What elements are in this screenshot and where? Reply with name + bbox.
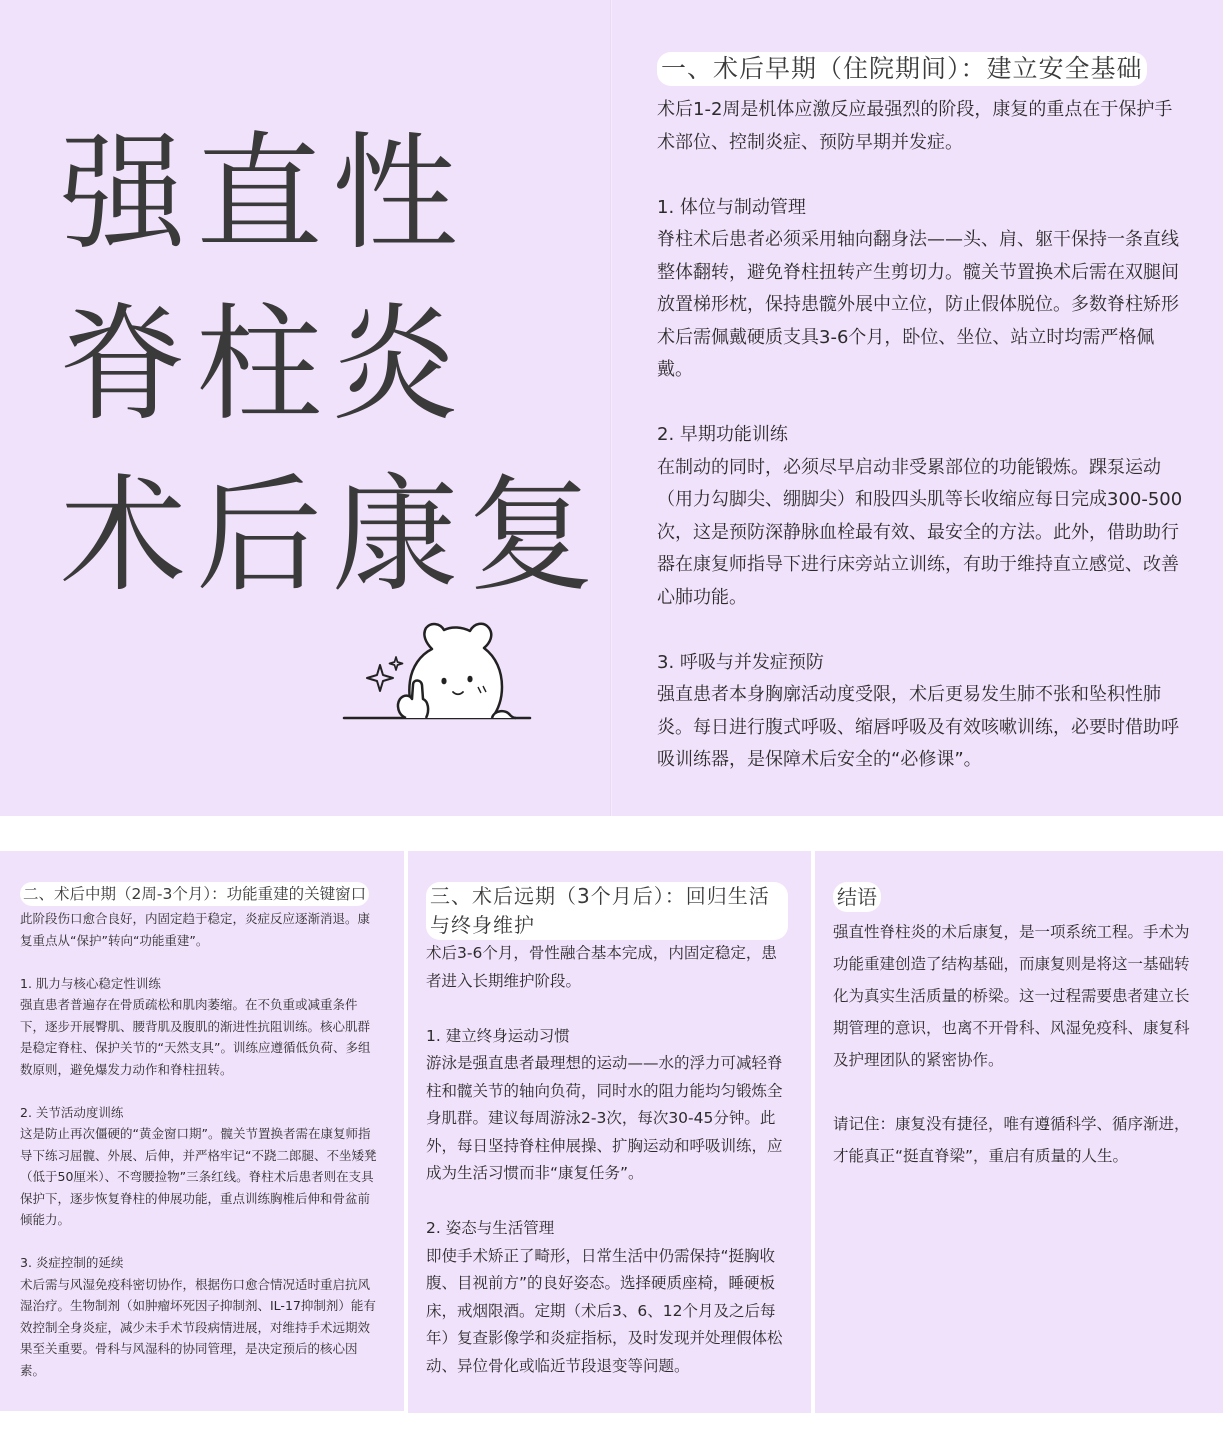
late-item-2-title: 2. 姿态与生活管理 xyxy=(426,1219,555,1237)
early-item-2-body: 在制动的同时，必须尽早启动非受累部位的功能锻炼。踝泵运动（用力勾脚尖、绷脚尖）和股四头肌等长收缩应每日完成300-500次，这是预防深静脉血栓最有效、最安全的方法。此外，借助助行器在康复师指导下进行床旁站立训练，有助于维持直立感觉、改善心肺功能。 xyxy=(657,456,1183,608)
conclusion-section xyxy=(833,882,1195,1172)
middle-item-3-body: 术后需与风湿免疫科密切协作，根据伤口愈合情况适时重启抗风湿治疗。生物制剂（如肿瘤坏死因子抑制剂、IL-17抑制剂）能有效控制全身炎症，减少未手术节段病情进展，对维持手术远期效果至关重要。骨科与风湿科的协同管理，是决定预后的核心因素。 xyxy=(20,1276,376,1378)
late-item-1-body: 游泳是强直患者最理想的运动——水的浮力可减轻脊柱和髋关节的轴向负荷，同时水的阻力能均匀锻炼全身肌群。建议每周游泳2-3次，每次30-45分钟。此外，每日坚持脊柱伸展操、扩胸运动和呼吸训练，应成为生活习惯而非“康复任务”。 xyxy=(426,1054,783,1182)
cover-title-line-1: 强直性 xyxy=(60,120,468,267)
cover-title-line-3: 术后康复 xyxy=(60,462,604,609)
early-stage-intro: 术后1-2周是机体应激反应最强烈的阶段，康复的重点在于保护手术部位、控制炎症、预防早期并发症。 xyxy=(657,99,1173,153)
early-item-3-body: 强直患者本身胸廓活动度受限，术后更易发生肺不张和坠积性肺炎。每日进行腹式呼吸、缩唇呼吸及有效咳嗽训练，必要时借助呼吸训练器，是保障术后安全的“必修课”。 xyxy=(657,684,1179,770)
cover-title xyxy=(60,108,604,621)
early-item-1-body: 脊柱术后患者必须采用轴向翻身法——头、肩、躯干保持一条直线整体翻转，避免脊柱扭转产生剪切力。髋关节置换术后需在双腿间放置梯形枕，保持患髋外展中立位，防止假体脱位。多数脊柱矫形术后需佩戴硬质支具3-6个月，卧位、坐位、站立时均需严格佩戴。 xyxy=(657,229,1179,380)
late-item-1-title: 1. 建立终身运动习惯 xyxy=(426,1026,570,1045)
cover-title-line-2: 脊柱炎 xyxy=(60,291,468,438)
middle-item-2-title: 2. 关节活动度训练 xyxy=(20,1104,124,1120)
late-stage-intro: 术后3-6个月，骨性融合基本完成，内固定稳定，患者进入长期维护阶段。 xyxy=(426,944,777,990)
bear-doodle-icon xyxy=(340,615,540,727)
middle-item-2-body: 这是防止再次僵硬的“黄金窗口期”。髋关节置换者需在康复师指导下练习屈髋、外展、后伸，并严格牢记“不跷二郎腿、不坐矮凳（低于50厘米）、不弯腰捡物”三条红线。脊柱术后患者则在支具保护下，逐步恢复脊柱的伸展功能，重点训练胸椎后伸和骨盆前倾能力。 xyxy=(20,1126,377,1227)
early-stage-heading: 一、术后早期（住院期间）：建立安全基础 xyxy=(657,52,1147,86)
conclusion-heading: 结语 xyxy=(833,882,881,912)
late-item-2-body: 即使手术矫正了畸形，日常生活中仍需保持“挺胸收腹、目视前方”的良好姿态。选择硬质座椅，睡硬板床，戒烟限酒。定期（术后3、6、12个月及之后每年）复查影像学和炎症指标，及时发现并处理假体松动、异位骨化或临近节段退变等问题。 xyxy=(426,1246,783,1375)
page-fold-divider xyxy=(610,0,612,816)
conclusion-body: 强直性脊柱炎的术后康复，是一项系统工程。手术为功能重建创造了结构基础，而康复则是将这一基础转化为真实生活质量的桥梁。这一过程需要患者建立长期管理的意识，也离不开骨科、风湿免疫科、康复科及护理团队的紧密协作。 xyxy=(833,923,1190,1069)
early-item-1-title: 1. 体位与制动管理 xyxy=(657,196,806,218)
middle-item-3-title: 3. 炎症控制的延续 xyxy=(20,1255,124,1270)
conclusion-reminder: 请记住：康复没有捷径，唯有遵循科学、循序渐进，才能真正“挺直脊梁”，重启有质量的人生。 xyxy=(833,1115,1190,1165)
late-stage-section xyxy=(426,882,788,1380)
middle-stage-heading: 二、术后中期（2周-3个月）：功能重建的关键窗口 xyxy=(20,882,369,906)
late-stage-heading: 三、术后远期（3个月后）：回归生活与终身维护 xyxy=(426,882,788,940)
early-item-3-title: 3. 呼吸与并发症预防 xyxy=(657,651,824,673)
middle-stage-section xyxy=(20,882,382,1381)
early-stage-section xyxy=(657,52,1187,777)
middle-item-1-title: 1. 肌力与核心稳定性训练 xyxy=(20,975,161,991)
early-item-2-title: 2. 早期功能训练 xyxy=(657,424,788,445)
middle-stage-intro: 此阶段伤口愈合良好，内固定趋于稳定，炎症反应逐渐消退。康复重点从“保护”转向“功能重建”。 xyxy=(20,911,371,948)
middle-item-1-body: 强直患者普遍存在骨质疏松和肌肉萎缩。在不负重或减重条件下，逐步开展臀肌、腰背肌及腹肌的渐进性抗阻训练。核心肌群是稳定脊柱、保护关节的“天然支具”。训练应遵循低负荷、多组数原则，避免爆发力动作和脊柱扭转。 xyxy=(20,997,371,1077)
